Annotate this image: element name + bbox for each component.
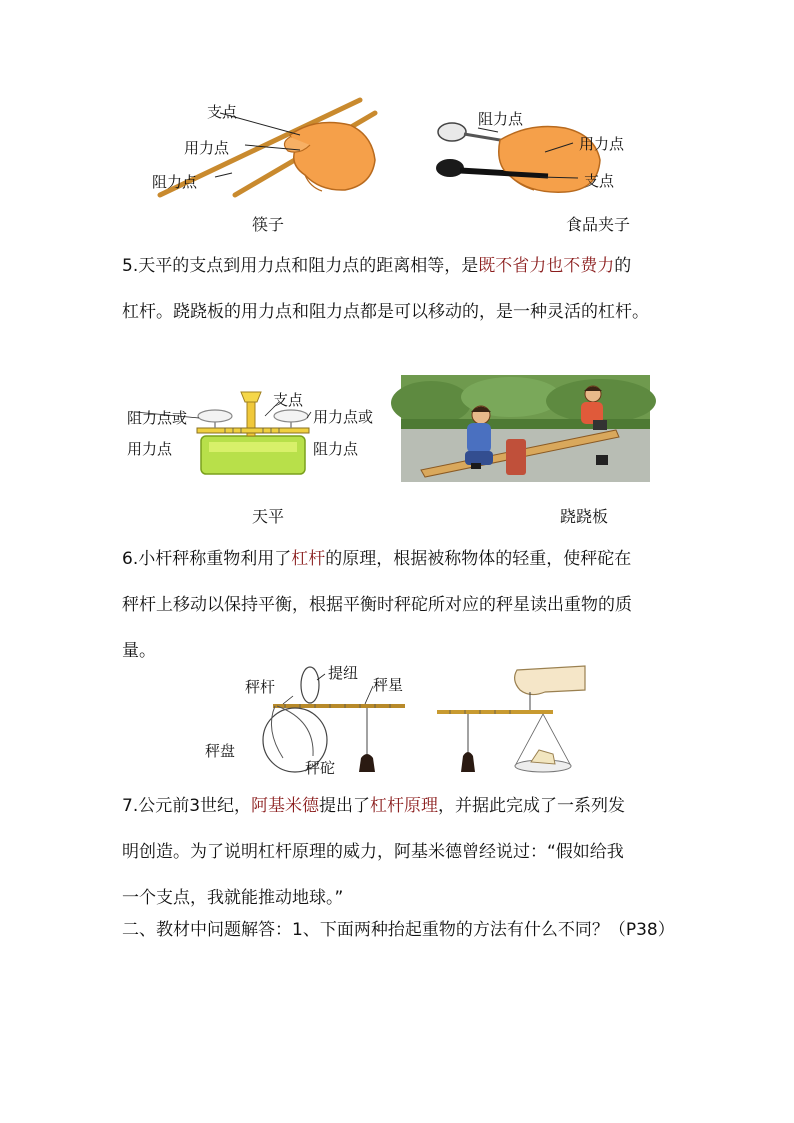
paragraph-6 [122,539,682,671]
balance-label-right-2: 阻力点 [313,440,359,458]
steelyard-label-beam: 秤杆 [245,678,276,696]
highlight-lever: 杠杆 [291,549,326,569]
tongs-label-fulcrum: 支点 [584,172,615,190]
steelyard-label-pan: 秤盘 [205,742,236,760]
paragraph-7-line-1: 7.公元前3世纪，阿基米德提出了杠杆原理，并据此完成了一系列发 [122,796,626,816]
tongs-label-effort: 用力点 [579,135,625,153]
seesaw-illustration [401,375,650,482]
steelyard-right-illustration [435,662,595,780]
tongs-caption: 食品夹子 [566,215,631,234]
seesaw-caption: 跷跷板 [560,507,609,526]
tongs-label-load: 阻力点 [478,110,524,128]
chopsticks-label-effort: 用力点 [184,139,230,157]
balance-label-left-1: 阻力点或 [127,409,188,427]
paragraph-6-line-1: 6.小杆秤称重物利用了杠杆的原理，根据被称物体的轻重，使秤砣在 [122,549,632,569]
section-2-heading: 二、教材中问题解答：1、下面两种抬起重物的方法有什么不同？（P38） [122,920,675,940]
steelyard-label-weight: 秤砣 [305,759,336,777]
highlight-neither-saves-nor-costs: 既不省力也不费力 [478,256,615,276]
balance-caption: 天平 [252,507,285,526]
highlight-archimedes: 阿基米德 [251,796,320,816]
paragraph-7-line-3: 一个支点，我就能推动地球。” [122,888,344,908]
chopsticks-label-fulcrum: 支点 [207,103,238,121]
highlight-lever-principle: 杠杆原理 [370,796,439,816]
paragraph-6-line-3: 量。 [122,641,156,661]
paragraph-6-line-2: 秤杆上移动以保持平衡，根据平衡时秤砣所对应的秤星读出重物的质 [122,595,632,615]
chopsticks-caption: 筷子 [252,215,285,234]
paragraph-5-line-1: 5.天平的支点到用力点和阻力点的距离相等，是既不省力也不费力的 [122,256,632,276]
balance-label-right-1: 用力点或 [313,408,374,426]
paragraph-5 [122,246,682,332]
steelyard-label-cord: 提纽 [328,664,359,682]
balance-label-fulcrum: 支点 [273,391,304,409]
paragraph-7-line-2: 明创造。为了说明杠杆原理的威力，阿基米德曾经说过：“假如给我 [122,842,624,862]
chopsticks-label-load: 阻力点 [152,173,198,191]
paragraph-5-line-2: 杠杆。跷跷板的用力点和阻力点都是可以移动的，是一种灵活的杠杆。 [122,302,649,322]
steelyard-label-star: 秤星 [373,676,404,694]
paragraph-7 [122,786,682,918]
balance-label-left-2: 用力点 [127,440,173,458]
